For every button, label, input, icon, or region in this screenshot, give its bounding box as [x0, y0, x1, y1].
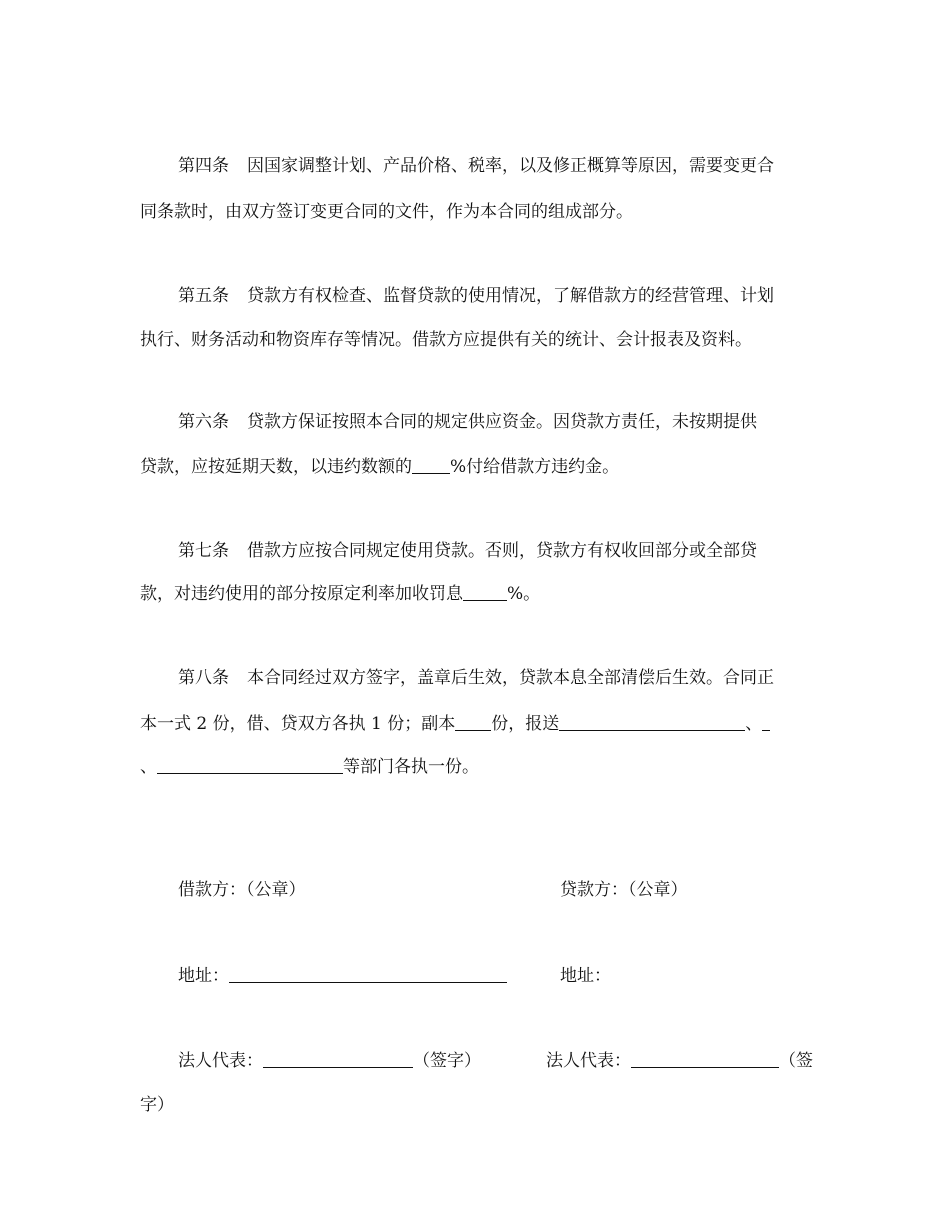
article-6-line-1: [178, 411, 818, 433]
article-4-label: 第四条: [178, 156, 229, 176]
article-4-text-1: 因国家调整计划、产品价格、税率，以及修正概算等原因，需要变更合: [247, 156, 774, 176]
article-7-line-1: [178, 540, 818, 562]
article-5-text-1: 贷款方有权检查、监督贷款的使用情况，了解借款方的经营管理、计划: [247, 286, 774, 306]
article-6-text-2a: 贷款，应按延期天数，以违约数额的: [140, 457, 412, 477]
borrower-rep-suffix: （签字）: [413, 1051, 481, 1071]
article-7-line-2: [140, 583, 820, 605]
borrower-rep-field[interactable]: [263, 1051, 413, 1068]
article-5-line-1: [178, 285, 818, 307]
article-8-label: 第八条: [178, 668, 229, 688]
borrower-rep-row: [178, 1050, 481, 1072]
interest-penalty-blank[interactable]: [463, 584, 507, 601]
lender-rep-row: [546, 1050, 813, 1072]
article-6-label: 第六条: [178, 412, 229, 432]
article-8-line-2: [140, 713, 820, 735]
article-6-text-2b: %付给借款方违约金。: [450, 457, 620, 477]
article-8-text-2b: 份，报送: [491, 714, 560, 734]
article-8-line-3: [140, 756, 820, 778]
article-8-text-3a: 、: [140, 757, 157, 777]
article-5-line-2: 执行、财务活动和物资库存等情况。借款方应提供有关的统计、会计报表及资料。: [140, 330, 752, 350]
recipient-blank-3[interactable]: [157, 757, 343, 774]
article-6-line-2: [140, 456, 820, 478]
article-5-label: 第五条: [178, 286, 229, 306]
lender-rep-suffix-wrap: 字）: [140, 1095, 174, 1115]
borrower-address-label: 地址：: [178, 966, 229, 986]
article-7-text-2b: %。: [507, 584, 541, 604]
recipient-blank-1[interactable]: [559, 714, 745, 731]
article-4-line-2: 同条款时，由双方签订变更合同的文件，作为本合同的组成部分。: [140, 202, 633, 222]
borrower-seal: 借款方：（公章）: [178, 880, 306, 900]
lender-rep-field[interactable]: [631, 1051, 779, 1068]
article-6-text-1: 贷款方保证按照本合同的规定供应资金。因贷款方责任，未按期提供: [247, 412, 757, 432]
article-8-text-2c: 、: [745, 714, 763, 734]
recipient-blank-2[interactable]: [762, 714, 770, 731]
article-8-text-1: 本合同经过双方签字，盖章后生效，贷款本息全部清偿后生效。合同正: [247, 668, 774, 688]
lender-seal: 贷款方：（公章）: [560, 880, 688, 900]
penalty-rate-blank[interactable]: [412, 457, 450, 474]
borrower-address-field[interactable]: [229, 966, 507, 983]
article-8-line-1: [178, 667, 818, 689]
article-7-text-2a: 款，对违约使用的部分按原定利率加收罚息: [140, 584, 463, 604]
lender-address-label: 地址：: [560, 966, 611, 986]
lender-rep-suffix: （签: [779, 1051, 813, 1071]
article-7-text-1: 借款方应按合同规定使用贷款。否则，贷款方有权收回部分或全部贷: [247, 541, 757, 561]
article-4-line-1: [178, 155, 818, 177]
borrower-rep-label: 法人代表：: [178, 1051, 263, 1071]
lender-rep-label: 法人代表：: [546, 1051, 631, 1071]
article-8-text-3b: 等部门各执一份。: [343, 757, 479, 777]
article-7-label: 第七条: [178, 541, 229, 561]
copies-count-blank[interactable]: [455, 714, 491, 731]
borrower-address-row: [178, 965, 507, 987]
article-8-text-2a: 本一式 2 份，借、贷双方各执 1 份；副本: [140, 714, 456, 734]
